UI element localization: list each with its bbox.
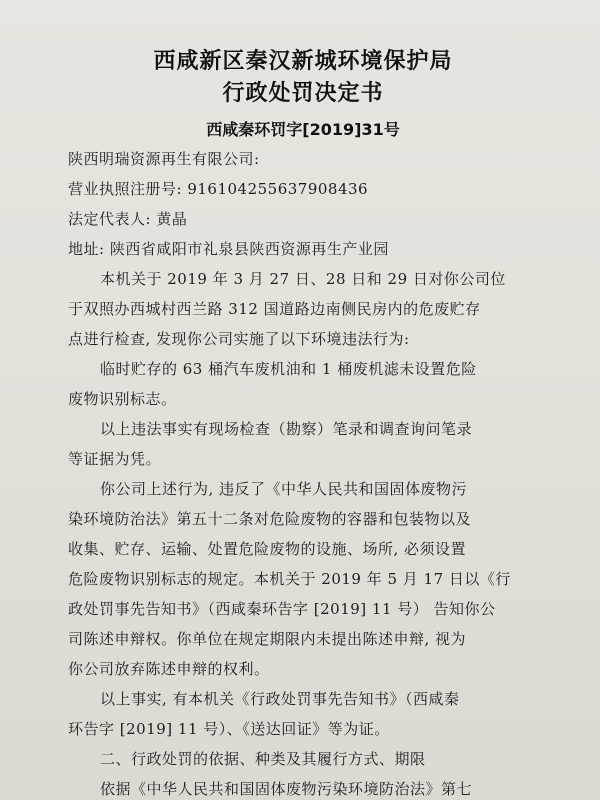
paragraph-3-line-1: 以上违法事实有现场检查（勘察）笔录和调查询问笔录 xyxy=(100,420,473,438)
paragraph-2-line-2: 废物识别标志。 xyxy=(68,390,177,408)
company-name: 陕西明瑞资源再生有限公司: xyxy=(68,150,260,168)
title-line-2: 行政处罚决定书 xyxy=(222,81,384,106)
document-number: 西咸秦环罚字[2019]31号 xyxy=(206,120,400,139)
document-body xyxy=(68,46,538,800)
paragraph-1-line-3: 点进行检查, 发现你公司实施了以下环境违法行为: xyxy=(68,330,410,348)
paragraph-4-line-2: 染环境防治法》第五十二条对危险废物的容器和包装物以及 xyxy=(68,510,472,528)
license-number: 营业执照注册号: 916104255637908436 xyxy=(68,180,369,198)
paragraph-5-line-1: 以上事实, 有本机关《行政处罚事先告知书》（西咸秦 xyxy=(100,690,460,708)
paragraph-2-line-1: 临时贮存的 63 桶汽车废机油和 1 桶废机滤未设置危险 xyxy=(100,360,477,378)
paragraph-1-line-1: 本机关于 2019 年 3 月 27 日、28 日和 29 日对你公司位 xyxy=(100,270,506,288)
section-heading-2: 二、行政处罚的依据、种类及其履行方式、期限 xyxy=(100,750,426,768)
legal-representative: 法定代表人: 黄晶 xyxy=(68,210,188,228)
paragraph-3-line-2: 等证据为凭。 xyxy=(68,450,162,468)
paragraph-4-line-4: 危险废物识别标志的规定。本机关于 2019 年 5 月 17 日以《行 xyxy=(68,570,511,588)
paragraph-4-line-1: 你公司上述行为, 违反了《中华人民共和国固体废物污 xyxy=(100,480,468,498)
address: 地址: 陕西省咸阳市礼泉县陕西资源再生产业园 xyxy=(68,240,389,258)
paragraph-4-line-3: 收集、贮存、运输、处置危险废物的设施、场所, 必须设置 xyxy=(68,540,467,558)
paragraph-4-line-6: 司陈述申辩权。你单位在规定期限内未提出陈述申辩, 视为 xyxy=(68,630,467,648)
title-line-1: 西咸新区秦汉新城环境保护局 xyxy=(153,49,453,74)
paragraph-1-line-2: 于双照办西城村西兰路 312 国道路边南侧民房内的危废贮存 xyxy=(68,300,481,318)
paragraph-4-line-7: 你公司放弃陈述申辩的权利。 xyxy=(68,660,270,678)
paragraph-7-line-1: 依据《中华人民共和国固体废物污染环境防治法》第七 xyxy=(100,780,473,798)
paragraph-5-line-2: 环告字 [2019] 11 号）、《送达回证》等为证。 xyxy=(68,720,390,738)
paragraph-4-line-5: 政处罚事先告知书》（西咸秦环告字 [2019] 11 号） 告知你公 xyxy=(68,600,496,618)
